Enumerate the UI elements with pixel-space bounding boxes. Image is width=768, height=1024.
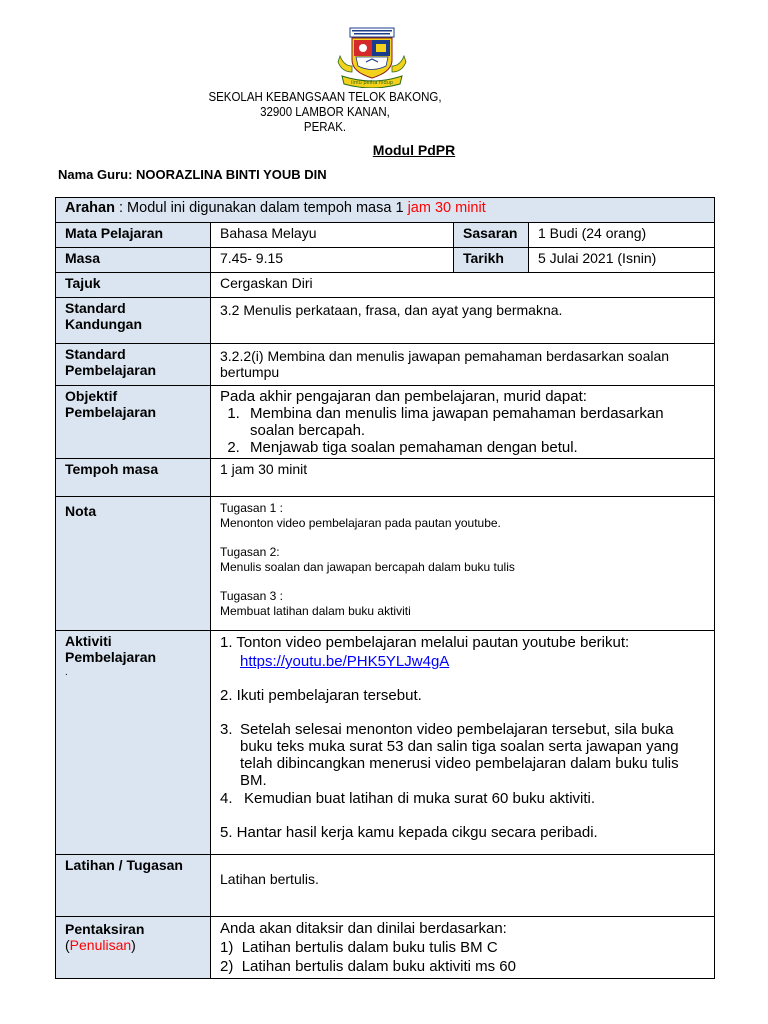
standard-pembelajaran-label: Standard Pembelajaran	[56, 344, 211, 386]
row-latihan	[56, 855, 715, 917]
tempoh-masa-value: 1 jam 30 minit	[211, 459, 715, 497]
tajuk-label: Tajuk	[56, 273, 211, 298]
crest-motto: ilmu pelita hidup	[350, 80, 394, 86]
objektif-intro: Pada akhir pengajaran dan pembelajaran, murid dapat:	[220, 388, 587, 405]
row-tajuk	[56, 273, 715, 298]
aktiviti-step-3: 3. Setelah selesai menonton video pembelajaran tersebut, sila buka buku teks muka surat 53 dan salin tiga soalan serta jawapan yang telah dibincangkan menerusi video pembelajaran dalam buku tulis BM.	[220, 721, 679, 789]
latihan-value: Latihan bertulis.	[211, 855, 715, 917]
pentaksiran-penulisan: Penulisan	[69, 937, 132, 953]
mata-pelajaran-label: Mata Pelajaran	[56, 223, 211, 248]
sasaran-value: 1 Budi (24 orang)	[529, 223, 715, 248]
teacher-name: NOORAZLINA BINTI YOUB DIN	[136, 167, 327, 182]
pentaksiran-item-2: 2) Latihan bertulis dalam buku aktiviti ms 60	[220, 958, 516, 975]
row-pentaksiran	[56, 917, 715, 979]
standard-kandungan-value: 3.2 Menulis perkataan, frasa, dan ayat yang bermakna.	[211, 298, 715, 344]
mata-pelajaran-value: Bahasa Melayu	[211, 223, 454, 248]
aktiviti-step-5: 5. Hantar hasil kerja kamu kepada cikgu secara peribadi.	[220, 824, 598, 841]
pentaksiran-intro: Anda akan ditaksir dan dinilai berdasarkan:	[220, 920, 507, 937]
objektif-item: 2. Menjawab tiga soalan pemahaman dengan betul.	[244, 439, 708, 456]
aktiviti-value	[211, 631, 715, 855]
school-crest-logo	[336, 26, 408, 88]
row-masa	[56, 248, 715, 273]
module-title: Modul PdPR	[372, 142, 456, 158]
tarikh-value: 5 Julai 2021 (Isnin)	[529, 248, 715, 273]
tarikh-label: Tarikh	[454, 248, 529, 273]
school-address	[150, 90, 500, 135]
row-mata-pelajaran	[56, 223, 715, 248]
aktiviti-step-1: 1. Tonton video pembelajaran melalui pautan youtube berikut:	[220, 634, 630, 651]
school-postcode: 32900 LAMBOR KANAN,	[260, 105, 390, 119]
tajuk-value: Cergaskan Diri	[211, 273, 715, 298]
standard-kandungan-label: Standard Kandungan	[56, 298, 211, 344]
nota-tugasan-2-title: Tugasan 2:	[220, 545, 280, 559]
standard-pembelajaran-value: 3.2.2(i) Membina dan menulis jawapan pemahaman berdasarkan soalan bertumpu	[211, 344, 715, 386]
school-name: SEKOLAH KEBANGSAAN TELOK BAKONG,	[208, 90, 442, 104]
arahan-label: Arahan	[65, 200, 115, 216]
arahan-duration: jam 30 minit	[407, 200, 486, 216]
nota-value	[211, 497, 715, 631]
row-objektif	[56, 386, 715, 459]
masa-value: 7.45- 9.15	[211, 248, 454, 273]
objektif-value	[211, 386, 715, 459]
tempoh-masa-label: Tempoh masa	[56, 459, 211, 497]
pentaksiran-item-1: 1) Latihan bertulis dalam buku tulis BM C	[220, 939, 498, 956]
nota-tugasan-1-text: Menonton video pembelajaran pada pautan youtube.	[220, 516, 501, 530]
masa-label: Masa	[56, 248, 211, 273]
nota-tugasan-2-text: Menulis soalan dan jawapan bercapah dalam buku tulis	[220, 560, 515, 574]
school-state: PERAK.	[303, 120, 347, 134]
aktiviti-step-4: 4. Kemudian buat latihan di muka surat 60 buku aktiviti.	[220, 790, 596, 807]
row-nota	[56, 497, 715, 631]
aktiviti-step-2: 2. Ikuti pembelajaran tersebut.	[220, 687, 422, 704]
teacher-line	[58, 167, 327, 182]
aktiviti-label: Aktiviti Pembelajaran .	[56, 631, 211, 855]
sasaran-label: Sasaran	[454, 223, 529, 248]
nota-tugasan-3-title: Tugasan 3 :	[220, 589, 283, 603]
teacher-label: Nama Guru:	[58, 167, 137, 182]
pentaksiran-value	[211, 917, 715, 979]
objektif-label: Objektif Pembelajaran	[56, 386, 211, 459]
objektif-list	[220, 405, 708, 456]
pentaksiran-label: Pentaksiran (Penulisan)	[56, 917, 211, 979]
nota-tugasan-3-text: Membuat latihan dalam buku aktiviti	[220, 604, 411, 618]
row-tempoh-masa	[56, 459, 715, 497]
row-aktiviti	[56, 631, 715, 855]
nota-label: Nota	[56, 497, 211, 631]
row-standard-kandungan	[56, 298, 715, 344]
youtube-link[interactable]: https://youtu.be/PHK5YLJw4gA	[240, 653, 450, 670]
objektif-item: 1. Membina dan menulis lima jawapan pemahaman berdasarkan soalan bercapah.	[244, 405, 708, 439]
row-arahan	[56, 198, 715, 223]
row-standard-pembelajaran	[56, 344, 715, 386]
latihan-label: Latihan / Tugasan	[56, 855, 211, 917]
arahan-cell	[56, 198, 715, 223]
nota-tugasan-1-title: Tugasan 1 :	[220, 501, 283, 515]
arahan-text: : Modul ini digunakan dalam tempoh masa 1	[114, 200, 408, 216]
lesson-plan-table	[55, 197, 715, 979]
